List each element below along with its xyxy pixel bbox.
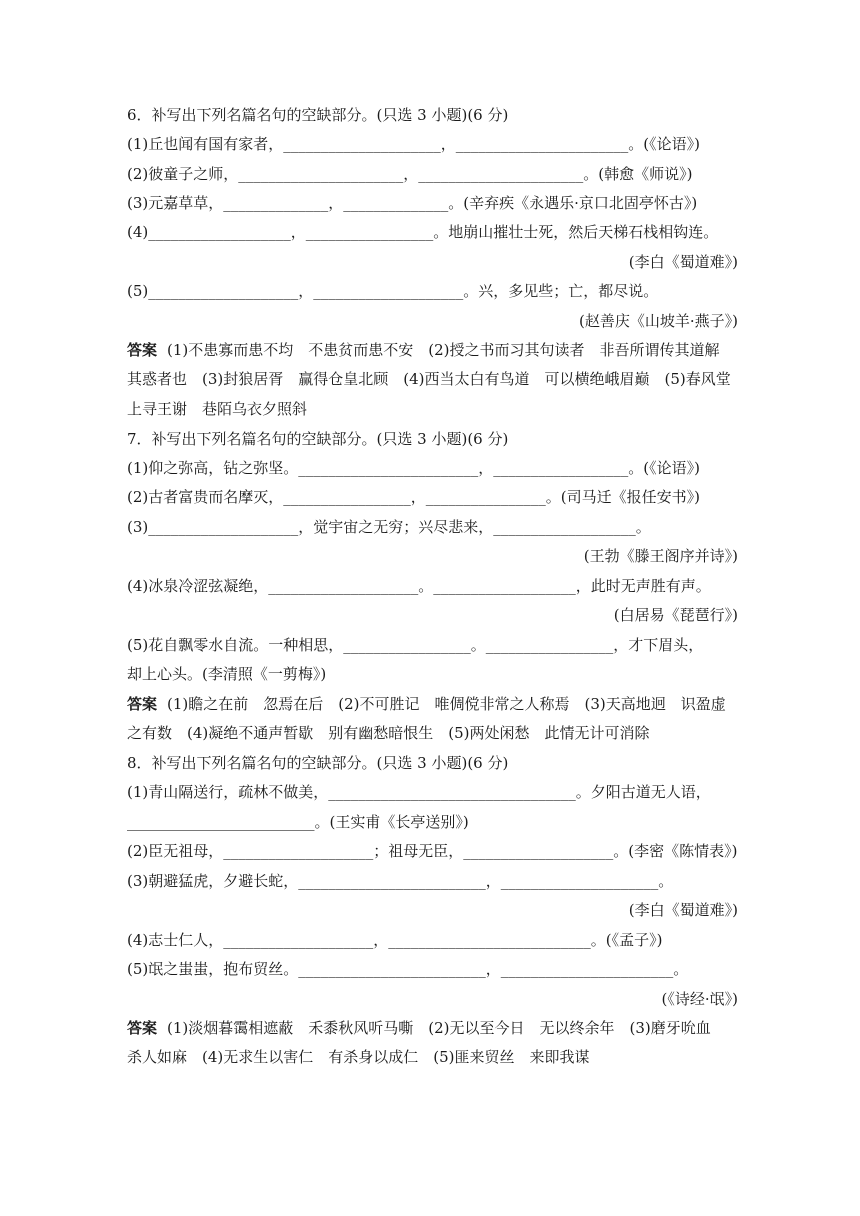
q6-item-1: (1)丘也闻有国有家者，_____________________，_______________________。(《论语》): [127, 135, 700, 153]
q7-answer-line-1: [127, 694, 738, 714]
q6-item-5-source: (赵善庆《山坡羊·燕子》): [579, 312, 738, 330]
q8-item-5: (5)氓之蚩蚩，抱布贸丝。_________________________，_______________________。: [127, 960, 689, 978]
q7-item-4-source: (白居易《琵琶行》): [613, 606, 738, 624]
q8-item-2: (2)臣无祖母，____________________；祖母无臣，____________________。(李密《陈情表》): [127, 842, 738, 860]
q6-answer-line-2: 其惑者也 (3)封狼居胥 赢得仓皇北顾 (4)西当太白有鸟道 可以横绝峨眉巅 (5)春风堂: [127, 370, 731, 388]
q8-answer-line-2: 杀人如麻 (4)无求生以害仁 有杀身以成仁 (5)匪来贸丝 来即我谋: [127, 1048, 590, 1066]
q8-item-4: (4)志士仁人，____________________，___________________________。(《孟子》): [127, 931, 663, 949]
q6-answer-line-3: 上寻王谢 巷陌乌衣夕照斜: [127, 400, 308, 418]
q6-answer-line-1: [127, 340, 738, 360]
q7-item-1: (1)仰之弥高，钻之弥坚。________________________，__________________。(《论语》): [127, 459, 700, 477]
q7-item-3: (3)____________________，觉宇宙之无穷；兴尽悲来，___________________。: [127, 518, 651, 536]
q8-answer-text-1: (1)淡烟暮霭相遮蔽 禾黍秋风听马嘶 (2)无以至今日 无以终余年 (3)磨牙吮血: [167, 1019, 711, 1037]
q6-answer-text-1: (1)不患寡而患不均 不患贫而患不安 (2)授之书而习其句读者 非吾所谓传其道解: [167, 341, 720, 359]
q8-item-3-source: (李白《蜀道难》): [628, 901, 738, 919]
q8-title: 8．补写出下列名篇名句的空缺部分。(只选 3 小题)(6 分): [127, 754, 509, 772]
q7-item-5-cont: 却上心头。(李清照《一剪梅》): [127, 665, 327, 683]
q8-item-3: (3)朝避猛虎，夕避长蛇，_________________________，_____________________。: [127, 872, 674, 890]
q6-item-2: (2)彼童子之师，______________________，______________________。(韩愈《师说》): [127, 165, 693, 183]
q8-answer-line-1: [127, 1018, 738, 1038]
q7-answer-text-1: (1)瞻之在前 忽焉在后 (2)不可胜记 唯倜傥非常之人称焉 (3)天高地迥 识盈虚: [167, 695, 726, 713]
q6-item-4: (4)___________________，_________________。地崩山摧壮士死，然后天梯石栈相钩连。: [127, 223, 719, 241]
q7-item-3-source: (王勃《滕王阁序并诗》): [583, 547, 738, 565]
q6-title: 6．补写出下列名篇名句的空缺部分。(只选 3 小题)(6 分): [127, 106, 509, 124]
q7-answer-line-2: 之有数 (4)凝绝不通声暂歇 别有幽愁暗恨生 (5)两处闲愁 此情无计可消除: [127, 724, 650, 742]
answer-label: 答案: [127, 695, 158, 713]
q8-item-1-cont: _________________________。(王实甫《长亭送别》): [127, 813, 469, 831]
q8-item-1: (1)青山隔送行，疏林不做美，_________________________________。夕阳古道无人语，: [127, 783, 711, 801]
q7-item-4: (4)冰泉冷涩弦凝绝，____________________。___________________，此时无声胜有声。: [127, 577, 711, 595]
q6-item-3: (3)元嘉草草，______________，______________。(辛弃疾《永遇乐·京口北固亭怀古》): [127, 194, 698, 212]
q6-item-5: (5)____________________，____________________。兴，多见些；亡，都尽说。: [127, 282, 659, 300]
answer-label: 答案: [127, 341, 158, 359]
q8-item-5-source: (《诗经·氓》): [661, 990, 738, 1008]
q7-title: 7．补写出下列名篇名句的空缺部分。(只选 3 小题)(6 分): [127, 430, 509, 448]
q7-item-2: (2)古者富贵而名摩灭，_________________，________________。(司马迁《报任安书》): [127, 488, 700, 506]
answer-label: 答案: [127, 1019, 158, 1037]
q6-item-4-source: (李白《蜀道难》): [628, 253, 738, 271]
q7-item-5: (5)花自飘零水自流。一种相思，_________________。_________________，才下眉头，: [127, 636, 704, 654]
